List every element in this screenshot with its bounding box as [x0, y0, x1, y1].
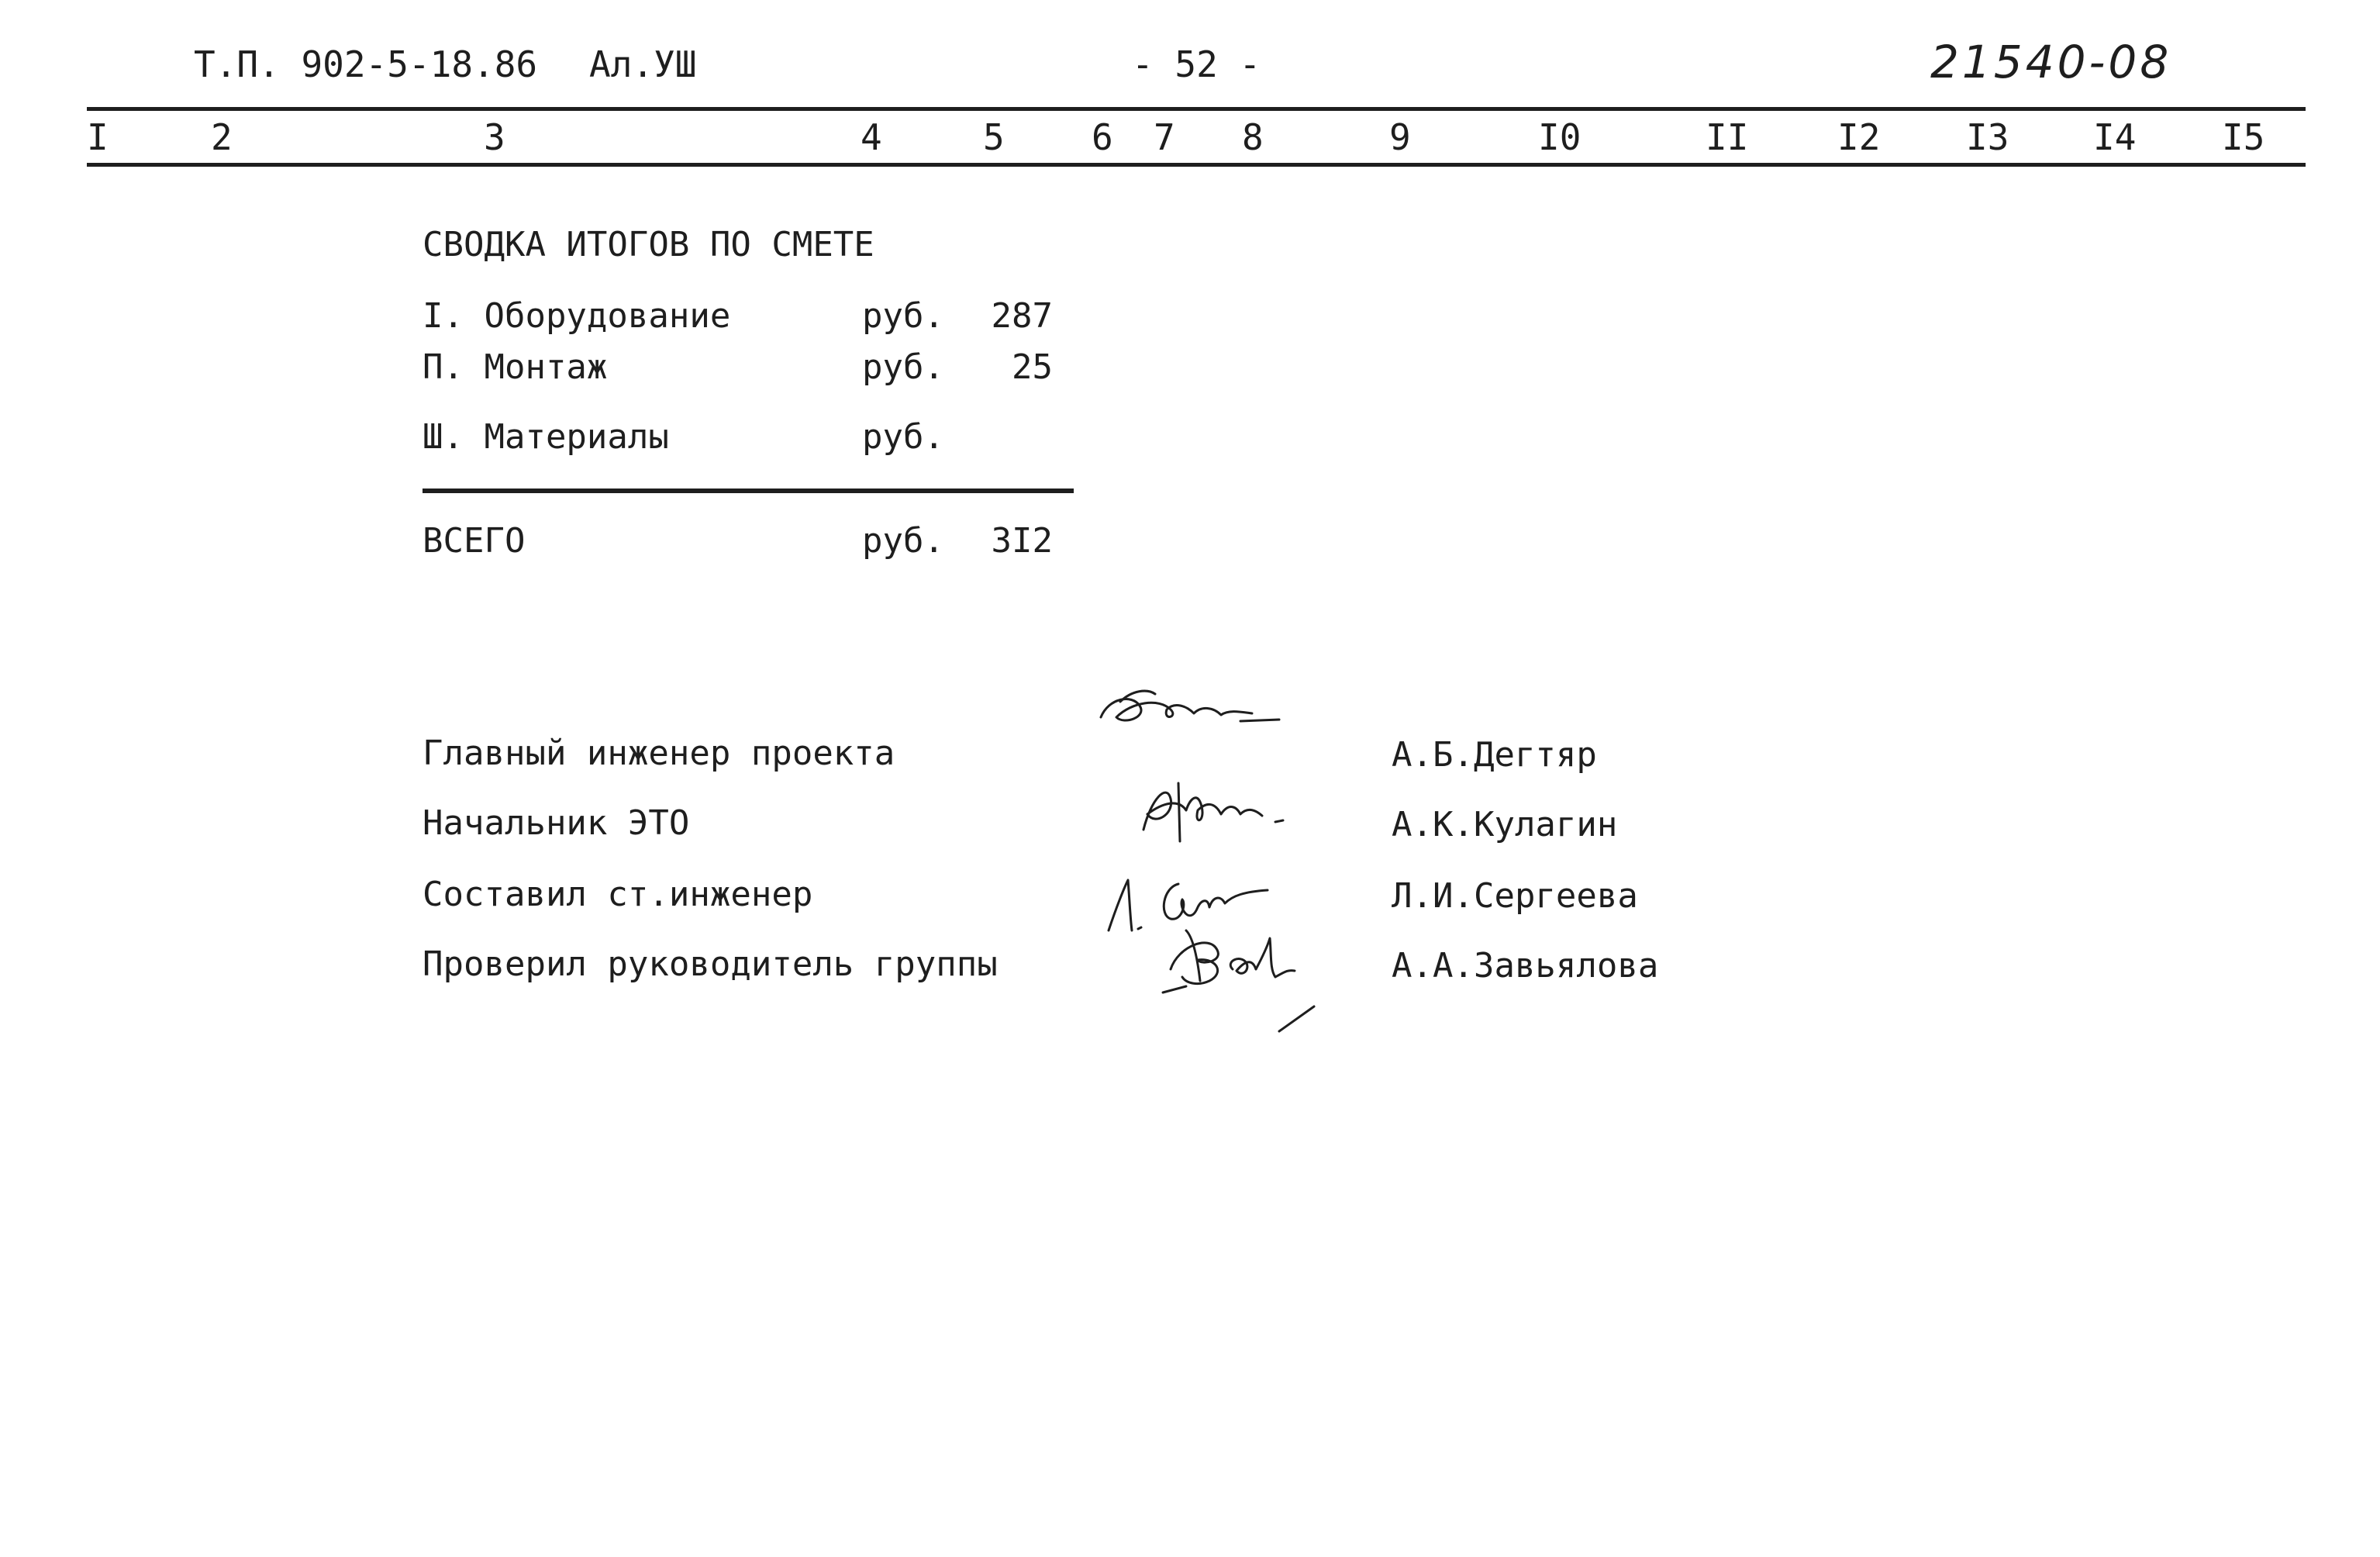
summary-row-value: 287: [991, 296, 1053, 336]
column-number-1: I: [87, 116, 109, 158]
album-label: Ал.УШ: [589, 43, 697, 85]
summary-row-value: 25: [1012, 347, 1053, 387]
column-number-5: 5: [983, 116, 1005, 158]
header-rule-bottom: [87, 163, 2306, 167]
summary-row-label: Ш. Материалы: [423, 417, 669, 457]
summary-row-unit: руб.: [862, 296, 944, 336]
signatory-position: Проверил руководитель группы: [423, 944, 998, 984]
total-value: 3I2: [991, 521, 1053, 561]
signature-eto-head: [1124, 768, 1302, 853]
column-number-8: 8: [1242, 116, 1264, 158]
summary-row-unit: руб.: [862, 417, 944, 457]
signatory-name: А.К.Кулагин: [1392, 805, 1618, 844]
summary-row-unit: руб.: [862, 347, 944, 387]
column-number-7: 7: [1154, 116, 1175, 158]
signature-chief-engineer: [1085, 675, 1287, 744]
summary-row-label: П. Монтаж: [423, 347, 608, 387]
column-number-13: I3: [1966, 116, 2009, 158]
column-number-12: I2: [1837, 116, 1881, 158]
header-rule-top: [87, 107, 2306, 111]
signatory-name: А.Б.Дегтяр: [1392, 735, 1597, 775]
column-number-3: 3: [484, 116, 505, 158]
column-number-9: 9: [1389, 116, 1411, 158]
signatory-name: А.А.Завьялова: [1392, 946, 1659, 986]
column-number-4: 4: [861, 116, 882, 158]
column-number-15: I5: [2222, 116, 2265, 158]
document-code: Т.П. 902-5-18.86: [194, 43, 538, 85]
signature-group-lead: [1140, 915, 1333, 1031]
total-label: ВСЕГО: [423, 521, 526, 561]
signatory-position: Главный инженер проекта: [423, 734, 895, 773]
column-number-11: II: [1706, 116, 1749, 158]
signatory-position: Начальник ЭТО: [423, 803, 690, 843]
archive-number: 21540-08: [1930, 36, 2172, 88]
column-number-14: I4: [2093, 116, 2137, 158]
signatory-name: Л.И.Сергеева: [1392, 876, 1638, 916]
total-unit: руб.: [862, 521, 944, 561]
summary-title: СВОДКА ИТОГОВ ПО СМЕТЕ: [423, 225, 874, 264]
column-number-2: 2: [211, 116, 233, 158]
signatory-position: Составил ст.инженер: [423, 875, 813, 914]
column-number-6: 6: [1092, 116, 1113, 158]
page-number: - 52 -: [1132, 43, 1261, 85]
total-divider: [423, 489, 1074, 493]
summary-row-label: I. Оборудование: [423, 296, 731, 336]
column-number-10: I0: [1538, 116, 1581, 158]
